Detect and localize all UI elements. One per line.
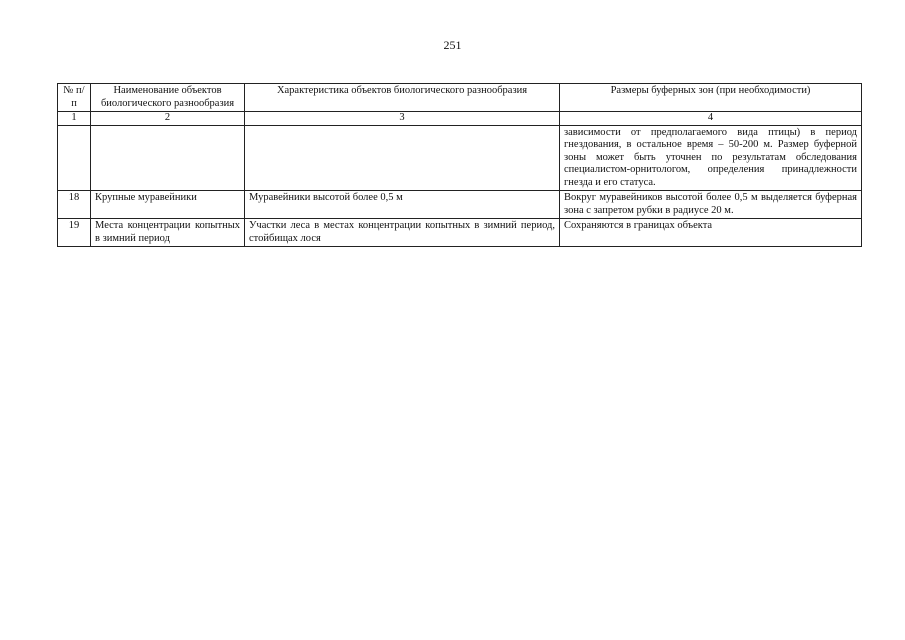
row-number: 18 — [58, 191, 91, 219]
column-number: 1 — [58, 112, 91, 126]
table-row — [58, 125, 862, 191]
row-object-name: Места концентрации копытных в зимний период — [91, 219, 245, 247]
biodiversity-table — [57, 83, 862, 247]
header-buffer-zone: Размеры буферных зон (при необходимости) — [560, 84, 862, 112]
row-buffer-zone: Вокруг муравейников высотой более 0,5 м выделяется буферная зона с запретом рубки в радиусе 20 м. — [560, 191, 862, 219]
row-buffer-zone: зависимости от предполагаемого вида птицы) в период гнездования, в остальное время – 50-200 м. Размер буферной зоны может быть уточнен по результатам обследования специалистом-орнитологом, определения принадлежности гнезда и его статуса. — [560, 125, 862, 191]
row-characteristic: Участки леса в местах концентрации копытных в зимний период, стойбищах лося — [245, 219, 560, 247]
row-number: 19 — [58, 219, 91, 247]
row-object-name — [91, 125, 245, 191]
table-row — [58, 219, 862, 247]
row-characteristic: Муравейники высотой более 0,5 м — [245, 191, 560, 219]
column-number: 2 — [91, 112, 245, 126]
row-object-name: Крупные муравейники — [91, 191, 245, 219]
table-header-row — [58, 84, 862, 112]
table-row — [58, 191, 862, 219]
row-number — [58, 125, 91, 191]
column-number-row — [58, 112, 862, 126]
header-characteristic: Характеристика объектов биологического разнообразия — [245, 84, 560, 112]
row-buffer-zone: Сохраняются в границах объекта — [560, 219, 862, 247]
column-number: 3 — [245, 112, 560, 126]
row-characteristic — [245, 125, 560, 191]
page-number: 251 — [443, 38, 462, 52]
header-object-name: Наименование объектов биологического разнообразия — [91, 84, 245, 112]
header-number: № п/п — [58, 84, 91, 112]
column-number: 4 — [560, 112, 862, 126]
